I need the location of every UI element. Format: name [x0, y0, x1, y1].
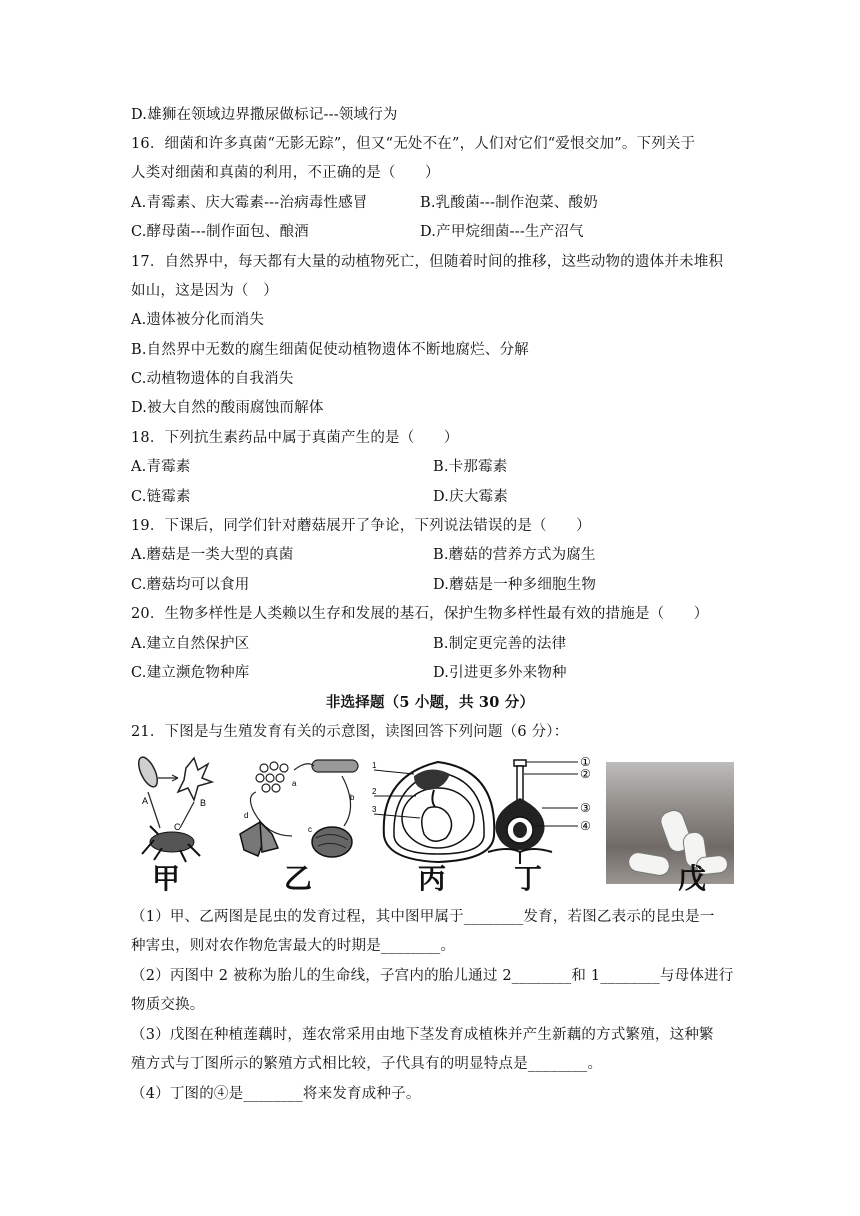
q21-part3-line2: 殖方式与丁图所示的繁殖方式相比较，子代具有的明显特点是________。 — [131, 1056, 603, 1072]
q18-option-c: C.链霉素 — [131, 489, 191, 505]
bing-number-1: 1 — [372, 761, 377, 770]
q20-option-d: D.引进更多外来物种 — [433, 665, 567, 681]
q16-option-b: B.乳酸菌---制作泡菜、酸奶 — [420, 195, 598, 211]
q15-option-d: D.雄狮在领域边界撒尿做标记---领域行为 — [131, 107, 398, 123]
insect-cycle-jia — [128, 756, 218, 864]
q18-option-d: D.庆大霉素 — [433, 489, 508, 505]
q17-stem-line1: 17．自然界中，每天都有大量的动植物死亡，但随着时间的推移，这些动物的遗体并未堆积 — [131, 254, 724, 270]
q21-part3-line1: （3）戊图在种植莲藕时，莲农常采用由地下茎发育成植株并产生新藕的方式繁殖，这种繁 — [131, 1027, 714, 1043]
q16-option-d: D.产甲烷细菌---生产沼气 — [420, 224, 584, 240]
yi-letter-a: a — [292, 779, 297, 788]
q21-part2-line2: 物质交换。 — [131, 997, 205, 1013]
q20-option-c: C.建立濒危物种库 — [131, 665, 250, 681]
q16-stem-line2: 人类对细菌和真菌的利用，不正确的是（ ） — [131, 165, 440, 181]
label-bing: 丙 — [418, 862, 447, 895]
q17-option-a: A.遗体被分化而消失 — [131, 312, 265, 328]
q19-option-d: D.蘑菇是一种多细胞生物 — [433, 577, 597, 593]
q19-stem: 19．下课后，同学们针对蘑菇展开了争论，下列说法错误的是（ ） — [131, 518, 591, 534]
label-wu: 戊 — [678, 862, 707, 895]
label-ding: 丁 — [514, 862, 543, 895]
jia-letter-c: C — [174, 822, 181, 832]
yi-letter-b: b — [350, 793, 355, 802]
uterus-fetus-bing — [374, 756, 504, 866]
label-jia: 甲 — [152, 862, 181, 895]
yi-letter-d: d — [244, 811, 249, 820]
lotus-root-photo-wu — [606, 762, 734, 884]
insect-cycle-yi — [232, 756, 362, 864]
label-yi: 乙 — [284, 862, 313, 895]
bing-number-3: 3 — [372, 805, 377, 814]
q20-stem: 20．生物多样性是人类赖以生存和发展的基石，保护生物多样性最有效的措施是（ ） — [131, 606, 709, 622]
q20-option-a: A.建立自然保护区 — [131, 636, 250, 652]
q19-option-c: C.蘑菇均可以食用 — [131, 577, 250, 593]
q17-stem-line2: 如山，这是因为（ ） — [131, 283, 278, 299]
q17-option-d: D.被大自然的酸雨腐蚀而解体 — [131, 400, 324, 416]
q16-stem-line1: 16．细菌和许多真菌“无影无踪”，但又“无处不在”，人们对它们“爱恨交加”。下列关于 — [131, 136, 696, 152]
q18-stem: 18．下列抗生素药品中属于真菌产生的是（ ） — [131, 430, 459, 446]
ding-number-4: ④ — [580, 819, 591, 833]
q16-option-a: A.青霉素、庆大霉素---治病毒性感冒 — [131, 195, 368, 211]
q16-option-c: C.酵母菌---制作面包、酿酒 — [131, 224, 309, 240]
q19-option-a: A.蘑菇是一类大型的真菌 — [131, 547, 294, 563]
q18-option-b: B.卡那霉素 — [433, 459, 508, 475]
q21-part4: （4）丁图的④是________将来发育成种子。 — [131, 1086, 421, 1102]
section-title: 非选择题（5 小题，共 30 分） — [325, 694, 535, 711]
bing-number-2: 2 — [372, 787, 377, 796]
pistil-ding — [488, 756, 598, 866]
reproduction-figure — [128, 756, 732, 894]
q21-stem: 21．下图是与生殖发育有关的示意图，读图回答下列问题（6 分）： — [131, 724, 569, 740]
jia-letter-b: B — [200, 798, 207, 808]
q17-option-b: B.自然界中无数的腐生细菌促使动植物遗体不断地腐烂、分解 — [131, 342, 529, 358]
q19-option-b: B.蘑菇的营养方式为腐生 — [433, 547, 596, 563]
q20-option-b: B.制定更完善的法律 — [433, 636, 567, 652]
q21-part1-line1: （1）甲、乙两图是昆虫的发育过程，其中图甲属于________发育，若图乙表示的昆虫是一 — [131, 909, 715, 925]
q17-option-c: C.动植物遗体的自我消失 — [131, 371, 294, 387]
yi-letter-c: c — [308, 825, 312, 834]
ding-number-2: ② — [580, 767, 591, 781]
q21-part2-line1: （2）丙图中 2 被称为胎儿的生命线，子宫内的胎儿通过 2________和 1________与母体进行 — [131, 968, 734, 984]
q18-option-a: A.青霉素 — [131, 459, 191, 475]
ding-number-1: ① — [580, 755, 591, 769]
q21-part1-line2: 种害虫，则对农作物危害最大的时期是________。 — [131, 938, 456, 954]
jia-letter-a: A — [142, 796, 149, 806]
ding-number-3: ③ — [580, 801, 591, 815]
